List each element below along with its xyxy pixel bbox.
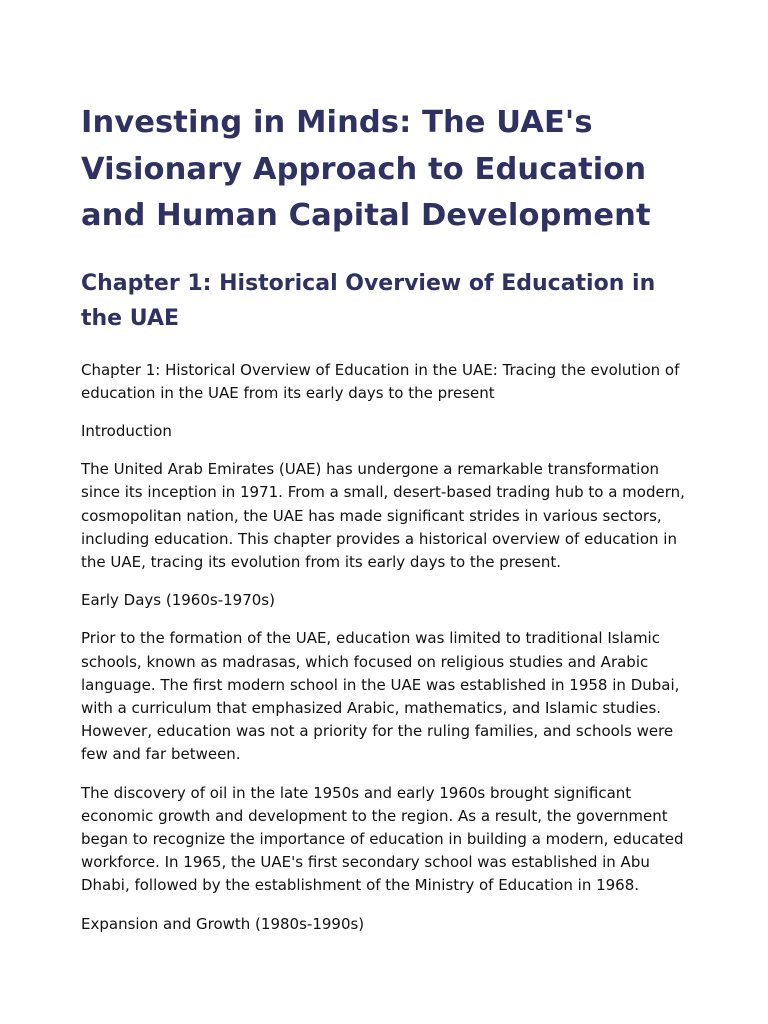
body-paragraph: Prior to the formation of the UAE, education was limited to traditional Islamic schools, known as madrasas, which focused on religious studies and Arabic language. The first modern school in the UAE was established in 1958 in Dubai, with a curriculum that emphasized Arabic, mathematics, and Islamic studies. However, education was not a priority for the ruling families, and schools were few and far between. bbox=[81, 629, 680, 764]
document-title: Investing in Minds: The UAE's Visionary Approach to Education and Human Capital Development bbox=[81, 105, 651, 233]
section-label-expansion: Expansion and Growth (1980s-1990s) bbox=[81, 914, 365, 933]
section-label-early-days: Early Days (1960s-1970s) bbox=[81, 591, 275, 610]
section-label-introduction: Introduction bbox=[81, 421, 172, 440]
document-page bbox=[81, 100, 693, 936]
body-paragraph: The United Arab Emirates (UAE) has undergone a remarkable transformation since its inception in 1971. From a small, desert-based trading hub to a modern, cosmopolitan nation, the UAE has made significant strides in various sectors, including education. This chapter provides a historical overview of education in the UAE, tracing its evolution from its early days to the present. bbox=[81, 460, 685, 571]
chapter-subtitle-paragraph: Chapter 1: Historical Overview of Education in the UAE: Tracing the evolution of education in the UAE from its early days to the present bbox=[81, 360, 680, 402]
body-paragraph: The discovery of oil in the late 1950s and early 1960s brought significant economic growth and development to the region. As a result, the government began to recognize the importance of education in building a modern, educated workforce. In 1965, the UAE's first secondary school was established in Abu Dhabi, followed by the establishment of the Ministry of Education in 1968. bbox=[81, 783, 684, 895]
chapter-heading: Chapter 1: Historical Overview of Education in the UAE bbox=[81, 270, 656, 331]
